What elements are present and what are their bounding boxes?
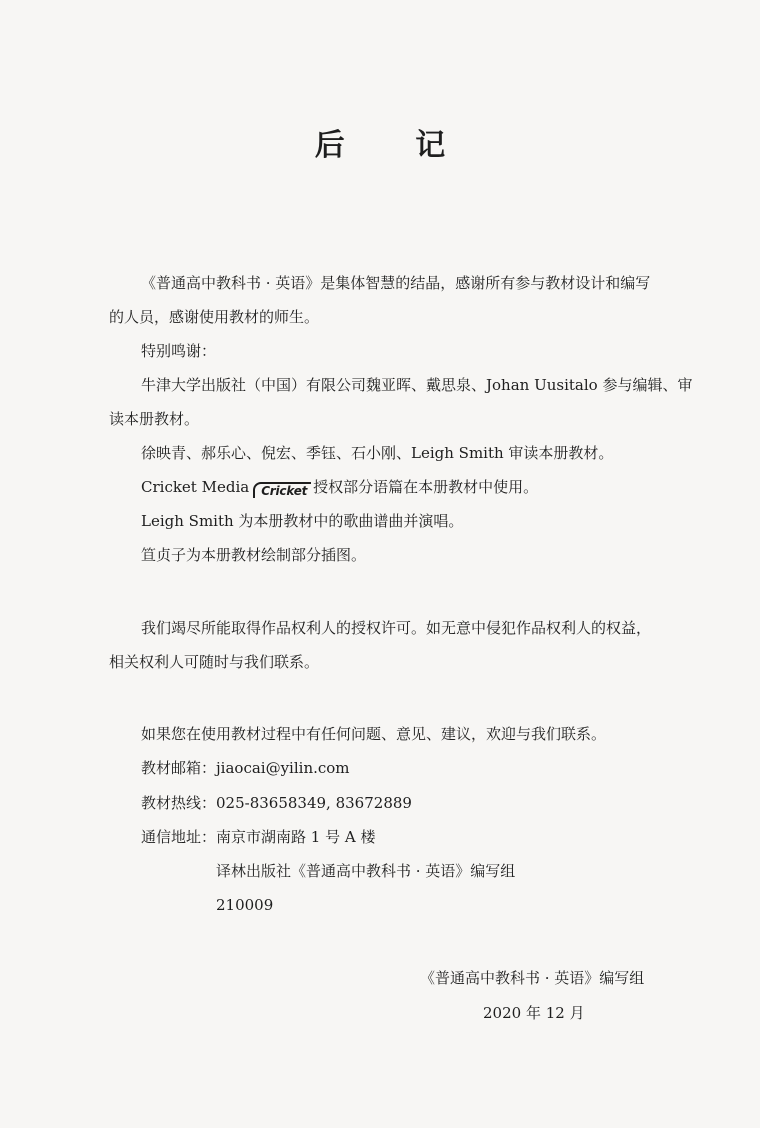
intro-line-2: 的人员，感谢使用教材的师生。 <box>109 308 320 326</box>
hotline-row <box>141 793 412 813</box>
publisher-group: 译林出版社《普通高中教科书 · 英语》编写组 <box>216 862 516 880</box>
cricket-suffix: 授权部分语篇在本册教材中使用。 <box>313 478 539 496</box>
signature-group: 《普通高中教科书 · 英语》编写组 <box>420 969 645 987</box>
oxford-credit-line-2: 读本册教材。 <box>109 410 200 428</box>
copyright-line-2: 相关权利人可随时与我们联系。 <box>109 653 320 671</box>
copyright-line-1: 我们竭尽所能取得作品权利人的授权许可。如无意中侵犯作品权利人的权益， <box>141 619 652 637</box>
reviewers-credit: 徐映青、郝乐心、倪宏、季钰、石小刚、Leigh Smith 审读本册教材。 <box>141 444 614 462</box>
cricket-prefix: Cricket Media <box>141 478 250 496</box>
cricket-credit <box>141 477 538 498</box>
email-label: 教材邮箱： <box>141 759 217 777</box>
address-row <box>141 827 375 847</box>
oxford-credit-line-1: 牛津大学出版社（中国）有限公司魏亚晖、戴思泉、Johan Uusitalo 参与编辑、审 <box>141 376 693 394</box>
signature-date: 2020 年 12 月 <box>483 1004 585 1022</box>
email-address: jiaocai@yilin.com <box>216 759 350 777</box>
postcode: 210009 <box>216 896 274 914</box>
cricket-logo-icon: Cricket <box>253 482 311 498</box>
contact-invite: 如果您在使用教材过程中有任何问题、意见、建议，欢迎与我们联系。 <box>141 725 607 743</box>
email-row <box>141 758 350 778</box>
songs-credit: Leigh Smith 为本册教材中的歌曲谱曲并演唱。 <box>141 512 464 530</box>
page-title: 后 记 <box>314 128 476 163</box>
hotline-numbers: 025-83658349, 83672889 <box>216 794 412 812</box>
special-thanks-heading: 特别鸣谢： <box>141 342 217 360</box>
address-label: 通信地址： <box>141 828 217 846</box>
intro-line-1: 《普通高中教科书 · 英语》是集体智慧的结晶，感谢所有参与教材设计和编写 <box>141 274 651 292</box>
address-text: 南京市湖南路 1 号 A 楼 <box>216 828 376 846</box>
illustrations-credit: 笪贞子为本册教材绘制部分插图。 <box>141 546 367 564</box>
hotline-label: 教材热线： <box>141 794 217 812</box>
